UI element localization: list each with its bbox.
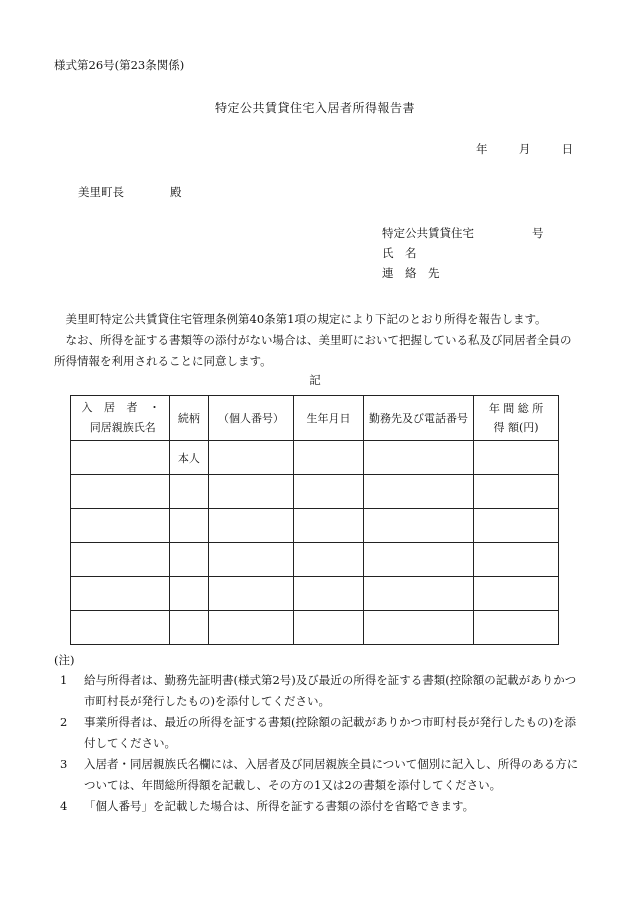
cell-relation: 本人: [169, 441, 209, 475]
cell-relation[interactable]: [169, 509, 209, 543]
note-text: 「個人番号」を記載した場合は、所得を証する書類の添付を省略できます。: [84, 799, 475, 813]
note-text: 入居者・同居親族氏名欄には、入居者及び同居親族全員について個別に記入し、所得のある方については、年間総所得額を記載し、その方の1又は2の書類を添付してください。: [84, 757, 579, 792]
body-paragraph-1: 美里町特定公共賃貸住宅管理条例第40条第1項の規定により下記のとおり所得を報告します。: [65, 312, 547, 326]
cell-personal-number[interactable]: [209, 577, 294, 611]
cell-workplace[interactable]: [363, 543, 473, 577]
cell-relation[interactable]: [169, 475, 209, 509]
notes-list: [54, 670, 579, 817]
cell-birthdate[interactable]: [293, 543, 363, 577]
sender-contact-label: 連 絡 先: [382, 266, 440, 280]
addressee-name: 美里町長: [78, 185, 124, 199]
cell-personal-number[interactable]: [209, 509, 294, 543]
cell-birthdate[interactable]: [293, 509, 363, 543]
cell-income[interactable]: [474, 543, 559, 577]
cell-workplace[interactable]: [363, 509, 473, 543]
note-item: [60, 712, 579, 754]
note-item: [60, 754, 579, 796]
cell-income[interactable]: [474, 509, 559, 543]
cell-personal-number[interactable]: [209, 475, 294, 509]
housing-number-suffix: 号: [532, 226, 544, 240]
day-label: 日: [561, 142, 574, 156]
note-item: [60, 796, 579, 817]
table-row: [71, 475, 559, 509]
note-number: 2: [60, 715, 68, 729]
note-text: 事業所得者は、最近の所得を証する書類(控除額の記載がありかつ市町村長が発行したもの)を添付してください。: [84, 715, 576, 750]
sender-block: [382, 223, 544, 283]
cell-personal-number[interactable]: [209, 543, 294, 577]
cell-personal-number[interactable]: [209, 441, 294, 475]
cell-income[interactable]: [474, 475, 559, 509]
ki-heading: 記: [309, 373, 321, 387]
table-header-row: [71, 396, 559, 441]
body-text: [54, 309, 579, 372]
cell-income[interactable]: [474, 577, 559, 611]
body-paragraph-2: なお、所得を証する書類等の添付がない場合は、美里町において把握している私及び同居者全員の所得情報を利用されることに同意します。: [54, 333, 572, 368]
header-workplace: 勤務先及び電話番号: [363, 396, 473, 441]
note-number: 1: [60, 673, 68, 687]
header-relation: 続柄: [169, 396, 209, 441]
page-title: 特定公共賃貸住宅入居者所得報告書: [214, 101, 415, 115]
cell-birthdate[interactable]: [293, 611, 363, 645]
cell-workplace[interactable]: [363, 577, 473, 611]
cell-name[interactable]: [71, 441, 170, 475]
cell-relation[interactable]: [169, 577, 209, 611]
table-row: [71, 509, 559, 543]
housing-label: 特定公共賃貸住宅: [382, 226, 474, 240]
date-line: [476, 141, 573, 157]
cell-workplace[interactable]: [363, 441, 473, 475]
sender-housing-row: [382, 223, 544, 243]
note-item: [60, 670, 579, 712]
cell-birthdate[interactable]: [293, 475, 363, 509]
cell-relation[interactable]: [169, 611, 209, 645]
header-name: 入 居 者 ・ 同居親族氏名: [71, 396, 170, 441]
cell-workplace[interactable]: [363, 475, 473, 509]
month-label: 月: [518, 142, 531, 156]
header-annual-income: 年 間 総 所 得 額(円): [474, 396, 559, 441]
note-number: 4: [60, 799, 68, 813]
cell-name[interactable]: [71, 577, 170, 611]
table-row: [71, 577, 559, 611]
notes-label: (注): [54, 653, 75, 667]
note-text: 給与所得者は、勤務先証明書(様式第2号)及び最近の所得を証する書類(控除額の記載がありかつ市町村長が発行したもの)を添付してください。: [84, 673, 577, 708]
year-label: 年: [476, 142, 488, 156]
table-row: [71, 611, 559, 645]
income-table: [70, 395, 559, 645]
addressee-honorific: 殿: [170, 185, 182, 199]
sender-name-label: 氏 名: [382, 246, 417, 260]
cell-name[interactable]: [71, 611, 170, 645]
table-row: [71, 441, 559, 475]
cell-birthdate[interactable]: [293, 441, 363, 475]
cell-name[interactable]: [71, 543, 170, 577]
cell-workplace[interactable]: [363, 611, 473, 645]
cell-relation[interactable]: [169, 543, 209, 577]
addressee: [78, 184, 182, 200]
header-personal-number: （個人番号）: [209, 396, 294, 441]
header-birthdate: 生年月日: [293, 396, 363, 441]
cell-income[interactable]: [474, 441, 559, 475]
cell-income[interactable]: [474, 611, 559, 645]
form-number: 様式第26号(第23条関係): [54, 58, 185, 72]
cell-name[interactable]: [71, 509, 170, 543]
cell-name[interactable]: [71, 475, 170, 509]
table-row: [71, 543, 559, 577]
cell-birthdate[interactable]: [293, 577, 363, 611]
note-number: 3: [60, 757, 68, 771]
cell-personal-number[interactable]: [209, 611, 294, 645]
